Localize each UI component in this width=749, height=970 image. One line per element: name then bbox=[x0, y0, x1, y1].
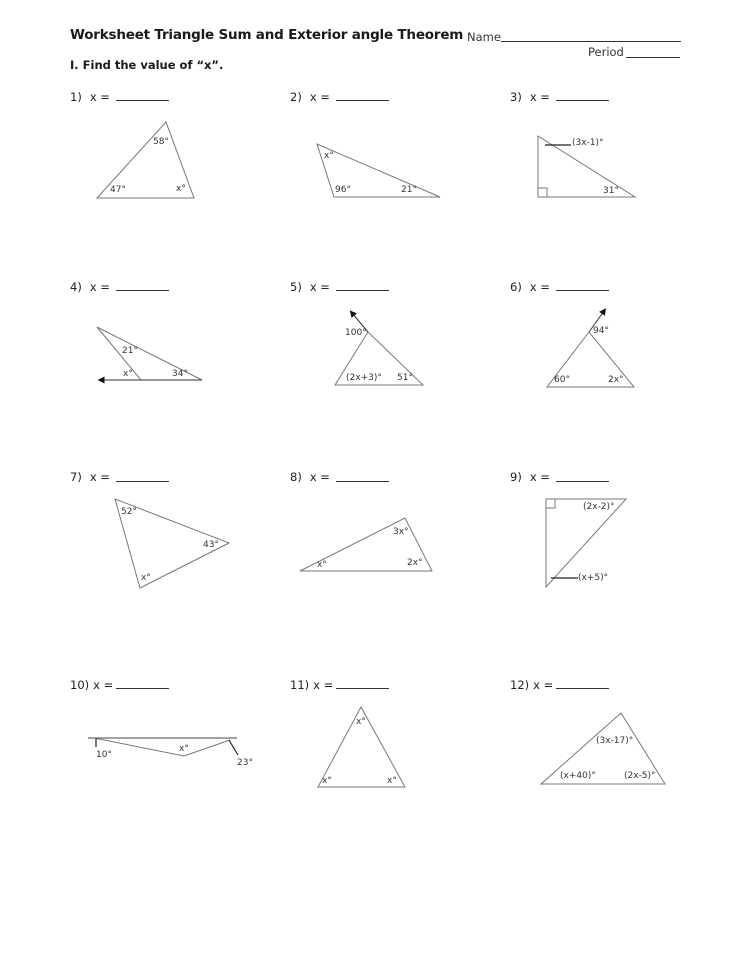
problem-prompt: x = bbox=[309, 280, 330, 294]
angle-label: (2x-5)° bbox=[624, 771, 656, 781]
problem-number: 12) bbox=[510, 678, 530, 692]
problem-number: 10) bbox=[70, 678, 90, 692]
angle-label: 52° bbox=[121, 507, 137, 517]
angle-label: x° bbox=[179, 744, 189, 754]
angle-label: 2x° bbox=[608, 375, 624, 385]
problem-prompt: x = bbox=[309, 90, 330, 104]
triangle-figure-5 bbox=[335, 313, 423, 385]
problem-prompt: x = bbox=[89, 90, 110, 104]
problem-number: 4) bbox=[70, 280, 82, 294]
angle-label: 34° bbox=[172, 369, 188, 379]
problem-number: 1) bbox=[70, 90, 82, 104]
angle-label: 31° bbox=[603, 186, 619, 196]
angle-label: (2x-2)° bbox=[583, 502, 615, 512]
problem-number: 6) bbox=[510, 280, 522, 294]
worksheet-title: Worksheet Triangle Sum and Exterior angle Theorem bbox=[70, 27, 464, 43]
angle-label: 94° bbox=[593, 326, 609, 336]
section-instruction: I. Find the value of “x”. bbox=[70, 58, 224, 72]
angle-label: 21° bbox=[122, 346, 138, 356]
triangle-figure-3 bbox=[538, 136, 635, 197]
problem-prompt: x = bbox=[529, 90, 550, 104]
problem-prompt: x = bbox=[529, 470, 550, 484]
angle-label: 58° bbox=[153, 137, 169, 147]
angle-label: x° bbox=[176, 184, 186, 194]
problem-prompt: x = bbox=[533, 678, 554, 692]
triangle-figure-12 bbox=[541, 713, 665, 784]
triangle-figure-8 bbox=[300, 518, 432, 571]
triangle-figure-10 bbox=[88, 738, 253, 768]
angle-label: x° bbox=[356, 717, 366, 727]
problem-number: 2) bbox=[290, 90, 302, 104]
triangle-figure-9 bbox=[546, 499, 626, 587]
angle-label: 23° bbox=[237, 758, 253, 768]
angle-label: 47° bbox=[110, 185, 126, 195]
problem-number: 11) bbox=[290, 678, 310, 692]
angle-label: x° bbox=[322, 776, 332, 786]
angle-label: (3x-17)° bbox=[596, 736, 634, 746]
angle-label: (x+5)° bbox=[578, 573, 609, 583]
problem-number: 9) bbox=[510, 470, 522, 484]
angle-label: (2x+3)° bbox=[346, 373, 382, 383]
period-label: Period bbox=[588, 45, 624, 59]
triangle-figure-7 bbox=[115, 499, 229, 588]
angle-label: 96° bbox=[335, 185, 351, 195]
problem-prompt: x = bbox=[309, 470, 330, 484]
angle-label: x° bbox=[317, 560, 327, 570]
angle-label: 2x° bbox=[407, 558, 423, 568]
problem-number: 5) bbox=[290, 280, 302, 294]
angle-label: x° bbox=[123, 369, 133, 379]
triangle-figure-6 bbox=[547, 311, 634, 387]
problem-prompt: x = bbox=[313, 678, 334, 692]
angle-label: 43° bbox=[203, 540, 219, 550]
problem-prompt: x = bbox=[89, 280, 110, 294]
problem-number: 8) bbox=[290, 470, 302, 484]
angle-label: 3x° bbox=[393, 527, 409, 537]
problem-prompt: x = bbox=[529, 280, 550, 294]
angle-label: x° bbox=[324, 151, 334, 161]
triangle-figure-11 bbox=[318, 707, 405, 787]
triangle-figure-2 bbox=[317, 144, 440, 197]
problem-prompt: x = bbox=[89, 470, 110, 484]
angle-label: x° bbox=[387, 776, 397, 786]
name-label: Name bbox=[467, 30, 501, 44]
problem-prompt: x = bbox=[93, 678, 114, 692]
angle-label: x° bbox=[141, 573, 151, 583]
angle-label: 60° bbox=[554, 375, 570, 385]
problem-number: 3) bbox=[510, 90, 522, 104]
angle-label: 21° bbox=[401, 185, 417, 195]
angle-label: 10° bbox=[96, 750, 112, 760]
angle-label: (3x-1)° bbox=[572, 138, 604, 148]
problem-number: 7) bbox=[70, 470, 82, 484]
triangle-figure-4 bbox=[97, 327, 202, 380]
angle-label: (x+40)° bbox=[560, 771, 596, 781]
triangle-figure-1 bbox=[97, 122, 194, 198]
angle-label: 100° bbox=[345, 328, 367, 338]
angle-label: 51° bbox=[397, 373, 413, 383]
